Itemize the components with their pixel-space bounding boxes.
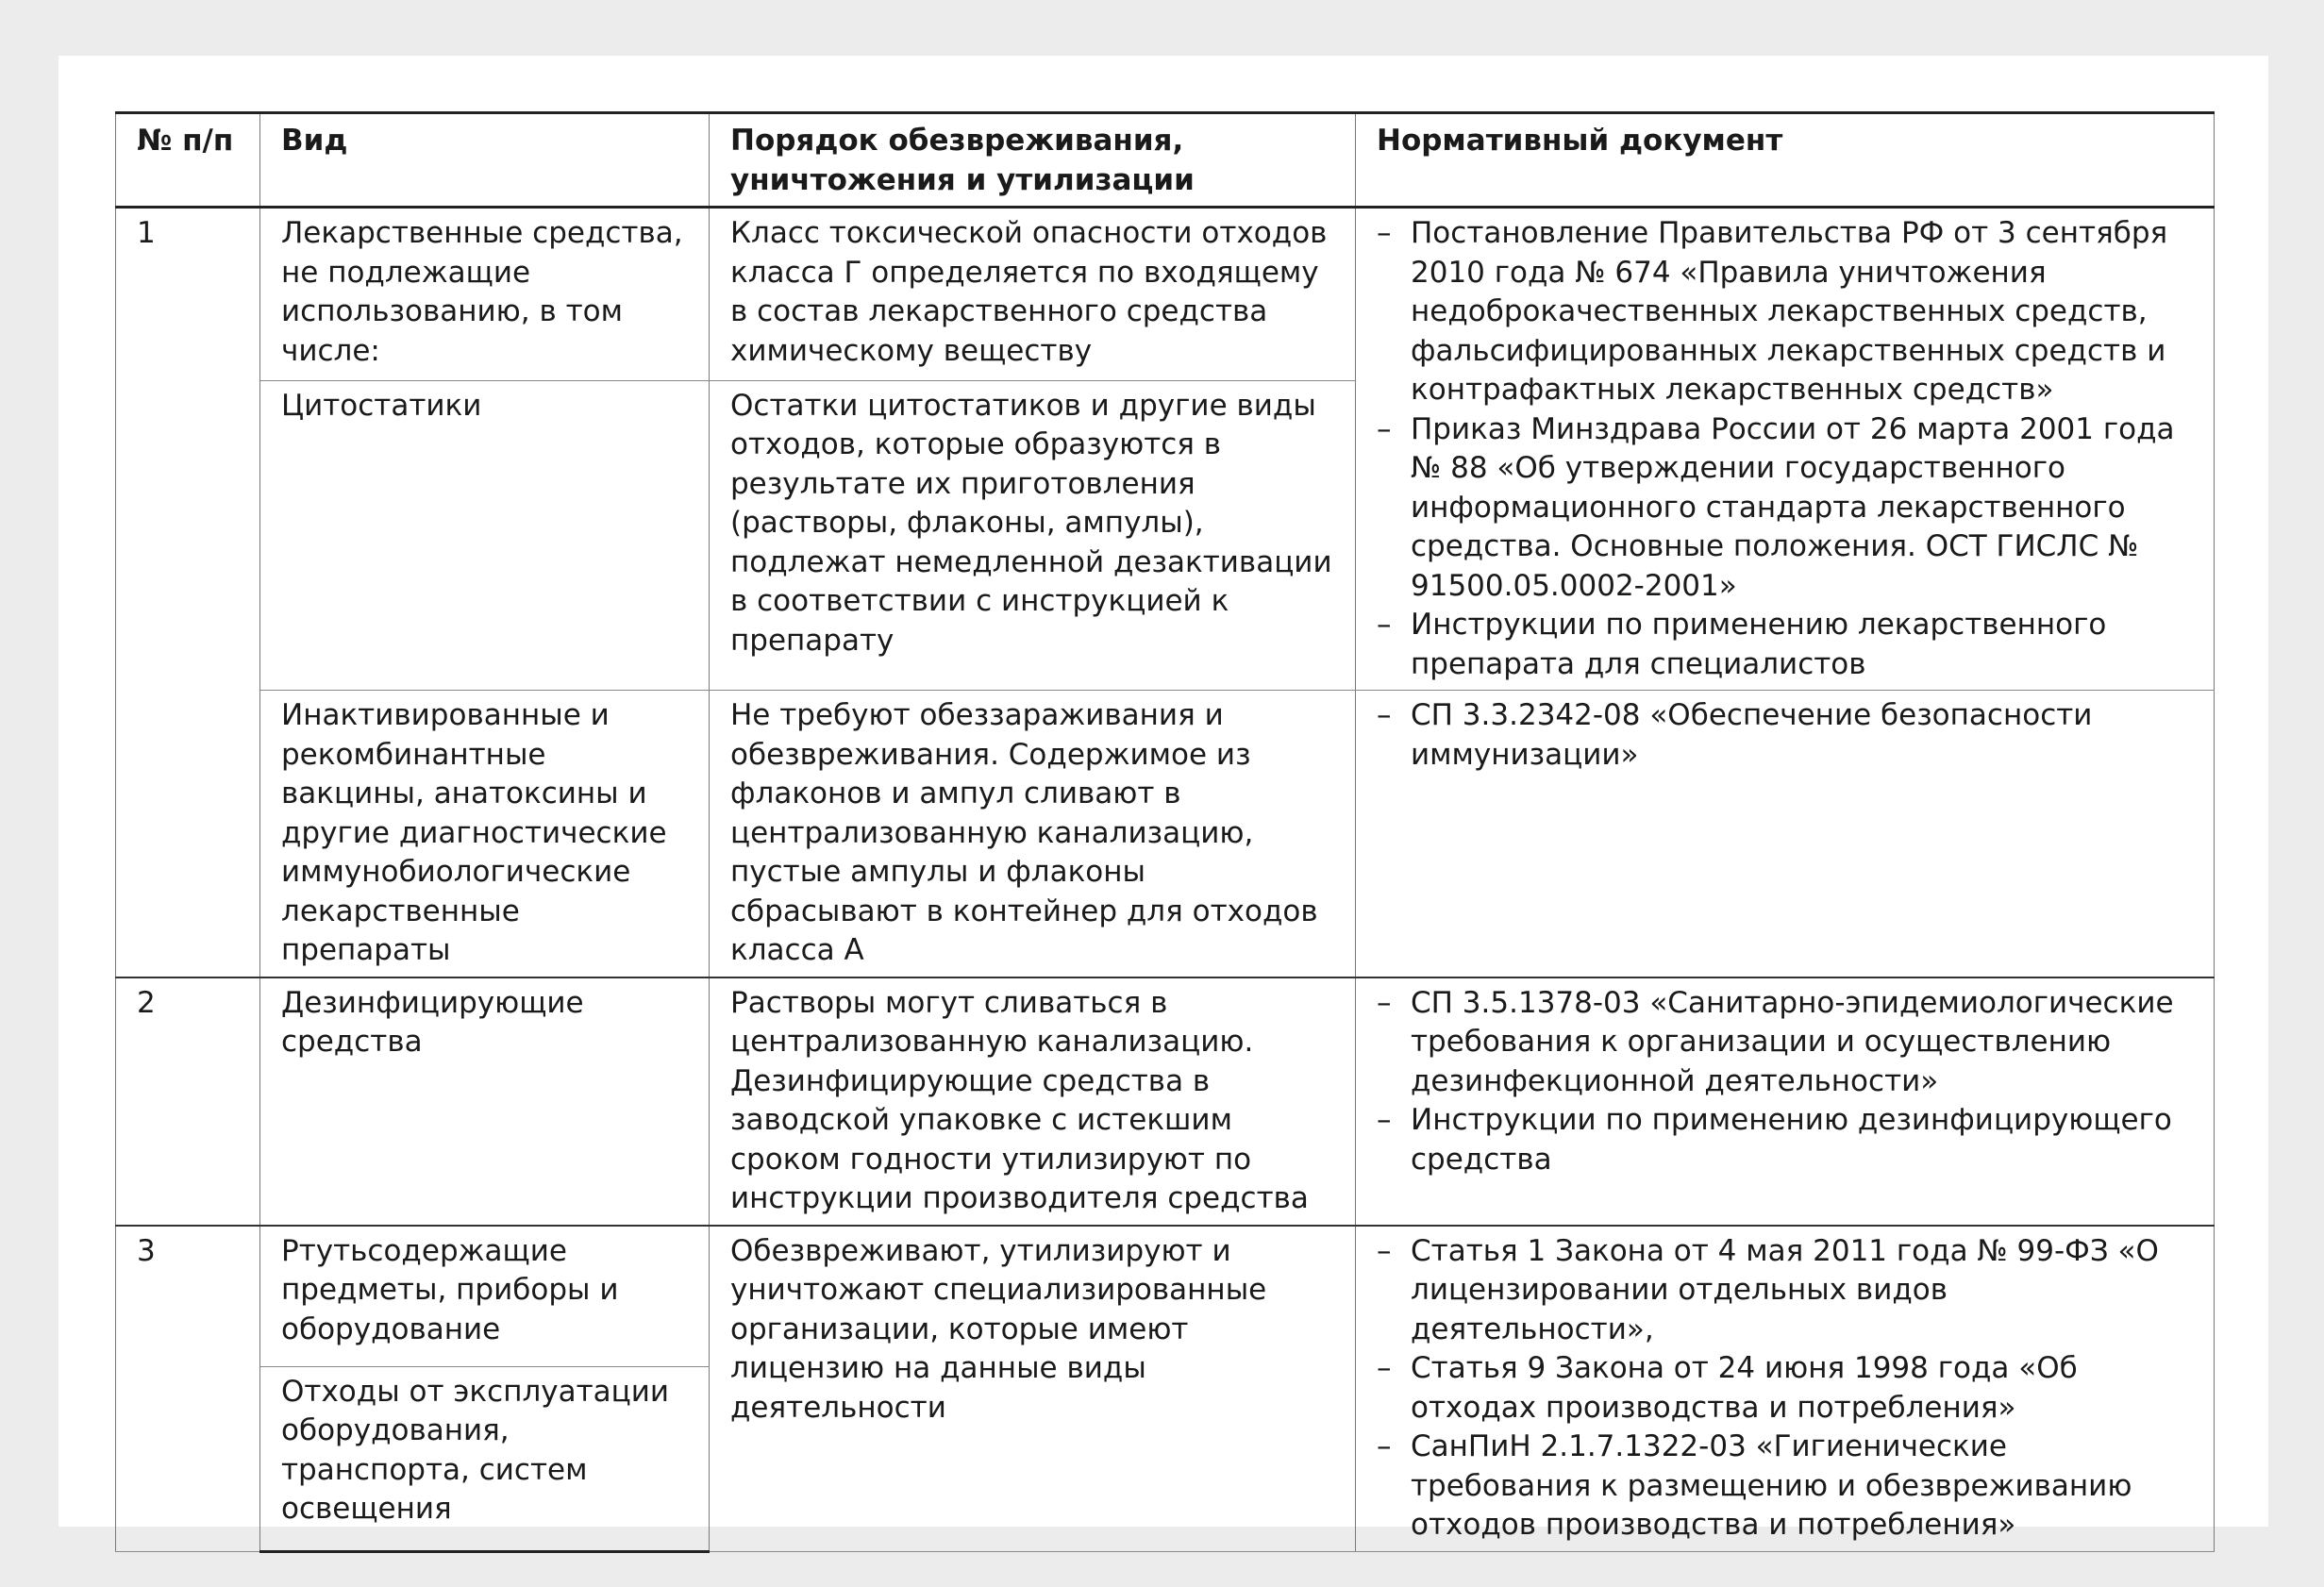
table-row (116, 208, 2215, 381)
documents-cell (1356, 1226, 2215, 1552)
table-subrow (116, 691, 2215, 977)
dash-marker: – (1377, 985, 1392, 1020)
type-cell: Инактивированные и рекомбинантные вакцины, анатоксины и другие диагностические иммунобиологические лекарственные препараты (260, 691, 710, 977)
type-cell: Дезинфицирующие средства (260, 977, 710, 1226)
header-type: Вид (260, 113, 710, 208)
dash-marker: – (1377, 1103, 1392, 1137)
row-number: 2 (116, 977, 260, 1226)
waste-disposal-table (115, 111, 2215, 1553)
procedure-cell: Остатки цитостатиков и другие виды отходов, которые образуются в результате их приготовления (растворы, флаконы, ампулы), подлежат немедленной дезактивации в соответствии с инструкцией к препарату (710, 380, 1356, 690)
document-item: – Инструкции по применению лекарственного препарата для специалистов (1377, 608, 2107, 681)
procedure-cell: Не требуют обеззараживания и обезвреживания. Содержимое из флаконов и ампул сливают в централизованную канализацию, пустые ампулы и флаконы сбрасывают в контейнер для отходов класса А (710, 691, 1356, 977)
type-cell: Ртутьсодержащие предметы, приборы и оборудование (260, 1226, 710, 1367)
documents-cell (1356, 208, 2215, 691)
dash-marker: – (1377, 1351, 1392, 1385)
header-normative-document: Нормативный документ (1356, 113, 2215, 208)
documents-cell (1356, 691, 2215, 977)
documents-list (1377, 1232, 2193, 1545)
dash-marker: – (1377, 1233, 1392, 1268)
documents-cell (1356, 977, 2215, 1226)
document-item: – Статья 1 Закона от 4 мая 2011 года № 99-ФЗ «О лицензировании отдельных видов деятельности», (1377, 1233, 2159, 1346)
document-item: – Статья 9 Закона от 24 июня 1998 года «Об отходах производства и потребления» (1377, 1351, 2078, 1425)
row-number: 1 (116, 208, 260, 977)
documents-list (1377, 984, 2193, 1180)
document-item: – СП 3.5.1378-03 «Санитарно-эпидемиологические требования к организации и осуществлению дезинфекционной деятельности» (1377, 985, 2174, 1098)
dash-marker: – (1377, 411, 1392, 446)
type-cell: Отходы от эксплуатации оборудования, транспорта, систем освещения (260, 1366, 710, 1551)
dash-marker: – (1377, 698, 1392, 732)
table-row (116, 1226, 2215, 1367)
documents-list (1377, 214, 2193, 684)
document-item: – Приказ Минздрава России от 26 марта 2001 года № 88 «Об утверждении государственного информационного стандарта лекарственного средства. Основные положения. ОСТ ГИСЛС № 91500.05.0002-2001» (1377, 411, 2175, 603)
documents-list (1377, 696, 2193, 775)
document-item: – СП 3.3.2342-08 «Обеспечение безопасности иммунизации» (1377, 698, 2093, 772)
document-item: – Постановление Правительства РФ от 3 сентября 2010 года № 674 «Правила уничтожения недоброкачественных лекарственных средств, фальсифицированных лекарственных средств и контрафактных лекарственных средств» (1377, 216, 2168, 407)
procedure-cell: Обезвреживают, утилизируют и уничтожают специализированные организации, которые имеют лицензию на данные виды деятельности (710, 1226, 1356, 1552)
header-number: № п/п (116, 113, 260, 208)
type-cell: Лекарственные средства, не подлежащие использованию, в том числе: (260, 208, 710, 381)
header-procedure: Порядок обезвреживания, уничтожения и утилизации (710, 113, 1356, 208)
procedure-cell: Растворы могут сливаться в централизованную канализацию. Дезинфицирующие средства в заводской упаковке с истекшим сроком годности утилизируют по инструкции производителя средства (710, 977, 1356, 1226)
type-cell: Цитостатики (260, 380, 710, 690)
dash-marker: – (1377, 1429, 1392, 1463)
document-page (59, 56, 2268, 1542)
dash-marker: – (1377, 608, 1392, 642)
row-number: 3 (116, 1226, 260, 1552)
document-item: – Инструкции по применению дезинфицирующего средства (1377, 1103, 2172, 1177)
dash-marker: – (1377, 216, 1392, 250)
table-header-row (116, 113, 2215, 208)
procedure-cell: Класс токсической опасности отходов класса Г определяется по входящему в состав лекарственного средства химическому веществу (710, 208, 1356, 381)
document-item: – СанПиН 2.1.7.1322-03 «Гигиенические требования к размещению и обезвреживанию отходов производства и потребления» (1377, 1429, 2132, 1542)
table-row (116, 977, 2215, 1226)
